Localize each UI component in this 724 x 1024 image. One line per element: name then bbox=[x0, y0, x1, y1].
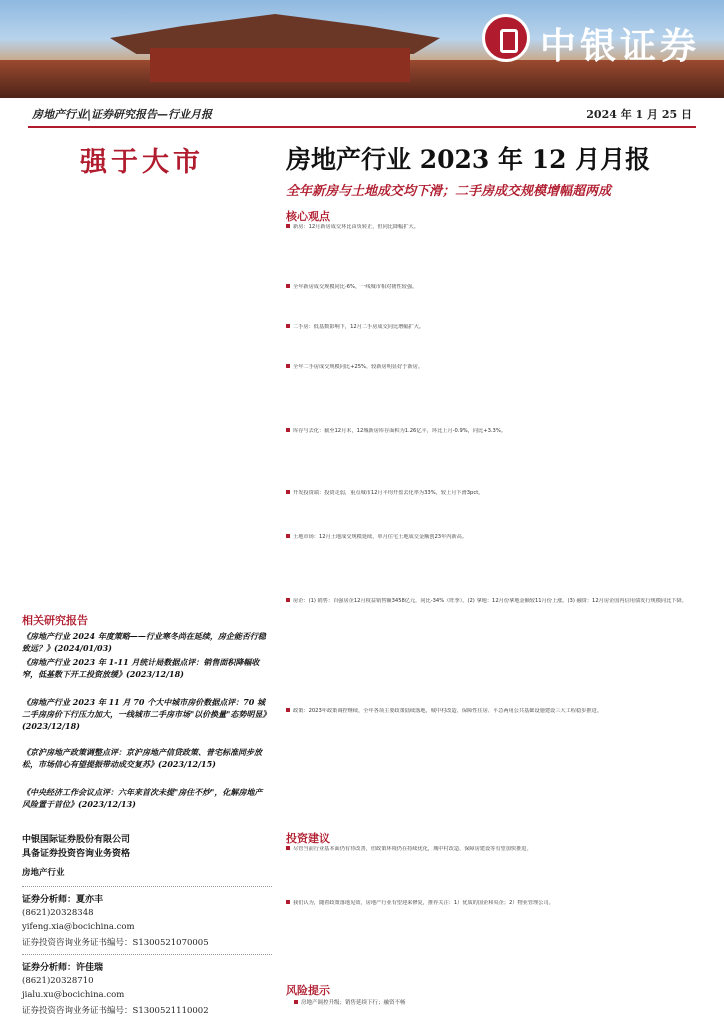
investment-text: 尽管当前行业基本面仍有待改善，但政策环境仍在持续优化，城中村改造、保障房建设等有望加快推进。 bbox=[293, 846, 532, 852]
related-report-link[interactable]: 《京沪房地产政策调整点评：京沪房地产信贷政策、普宅标准同步放松，市场信心有望提振带动成交复苏》(2023/12/15) bbox=[22, 747, 262, 769]
investment-paragraph-1 bbox=[286, 846, 700, 896]
analyst-1-phone: (8621)20328348 bbox=[22, 908, 94, 918]
investment-heading: 投资建议 bbox=[286, 832, 330, 845]
core-text: 全年二手房成交规模同比+25%，较新房明显好于新房。 bbox=[293, 364, 424, 370]
core-paragraph-3 bbox=[286, 324, 700, 360]
company-qualification: 具备证券投资咨询业务资格 bbox=[22, 849, 131, 859]
bullet-icon bbox=[286, 534, 290, 538]
core-paragraph-7 bbox=[286, 534, 700, 594]
analyst-1-email[interactable]: yifeng.xia@bocichina.com bbox=[22, 922, 135, 932]
divider bbox=[22, 954, 272, 955]
bullet-icon bbox=[294, 1000, 298, 1004]
core-paragraph-9 bbox=[286, 708, 700, 826]
risk-heading: 风险提示 bbox=[286, 984, 330, 997]
page-subtitle: 全年新房与土地成交均下滑；二手房成交规模增幅超两成 bbox=[286, 184, 612, 199]
analyst-2-name: 证券分析师：许佳瑞 bbox=[22, 963, 104, 973]
bullet-icon bbox=[286, 224, 290, 228]
bullet-icon bbox=[286, 490, 290, 494]
investment-text: 我们认为，随着政策落地见效，房地产行业有望迎来修复，推荐关注：1）优质的国企和央企；2）物业管理公司。 bbox=[293, 900, 554, 906]
core-text: 政策：2023年政策调控继续，全年各项主要政策陆续落地，城中村改造、保障性住房、平急两用公共基础设施建设三大工程稳步推进。 bbox=[293, 708, 602, 714]
related-reports-heading: 相关研究报告 bbox=[22, 614, 88, 627]
core-text: 开发投资端：投资走弱，重点城市12月平均开盘去化率为33%，较上月下滑3pct。 bbox=[293, 490, 484, 496]
core-text: 库存与去化：截至12月末，12城新房库存面积为1.26亿平，环比上月-0.9%，同比+3.3%。 bbox=[293, 428, 506, 434]
risk-text-content: 房地产调控升级；销售延续下行；融资不畅 bbox=[301, 1000, 406, 1006]
company-sector: 房地产行业 bbox=[22, 868, 65, 878]
core-text: 二手房：低基数影响下，12月二手房成交同比增幅扩大。 bbox=[293, 324, 425, 330]
analyst-1-name: 证券分析师：夏亦丰 bbox=[22, 895, 104, 905]
related-report-link[interactable]: 《房地产行业 2023 年 1-11 月统计局数据点评：销售面积降幅收窄，低基数下开工投资放缓》(2023/12/18) bbox=[22, 657, 260, 679]
header-banner-photo bbox=[0, 0, 724, 98]
bullet-icon bbox=[286, 900, 290, 904]
core-paragraph-8 bbox=[286, 598, 700, 698]
rating-label: 强于大市 bbox=[80, 147, 204, 178]
analyst-1-license: 证券投资咨询业务证书编号：S1300521070005 bbox=[22, 938, 209, 948]
report-category: 房地产行业|证券研究报告—行业月报 bbox=[32, 108, 213, 121]
core-paragraph-1 bbox=[286, 224, 700, 280]
divider bbox=[22, 886, 272, 887]
risk-text bbox=[294, 998, 406, 1006]
core-paragraph-5 bbox=[286, 428, 700, 484]
page-title: 房地产行业 2023 年 12 月月报 bbox=[286, 145, 651, 174]
bullet-icon bbox=[286, 598, 290, 602]
report-date: 2024 年 1 月 25 日 bbox=[586, 108, 692, 121]
brand-name: 中银证券 bbox=[540, 26, 701, 67]
investment-paragraph-2 bbox=[286, 900, 700, 976]
core-text: 房企：(1) 销售：百强房企12月权益销售额3458亿元，同比-34%（旺季）。(2) 拿地：12月份拿地金额较11月份上涨。(3) 融资：12月房企国内信用债发行规模同比下降。 bbox=[293, 598, 687, 604]
core-paragraph-2 bbox=[286, 284, 700, 320]
bullet-icon bbox=[286, 428, 290, 432]
report-header-bar bbox=[28, 104, 696, 128]
bullet-icon bbox=[286, 708, 290, 712]
related-report-link[interactable]: 《房地产行业 2023 年 11 月 70 个大中城市房价数据点评：70 城二手房房价下行压力加大，一线城市二手房市场"以价换量"态势明显》(2023/12/18) bbox=[22, 697, 267, 731]
bullet-icon bbox=[286, 324, 290, 328]
analyst-2-license: 证券投资咨询业务证书编号：S1300521110002 bbox=[22, 1006, 209, 1016]
core-text: 新房：12月新房成交环比由负转正，但同比降幅扩大。 bbox=[293, 224, 419, 230]
core-text: 土地市场：12月土地成交规模延续，单月住宅土地成交金额创23年内新高。 bbox=[293, 534, 468, 540]
bank-logo-icon bbox=[482, 14, 530, 62]
core-text: 全年新房成交规模同比-6%，一线城市相对韧性较强。 bbox=[293, 284, 418, 290]
bullet-icon bbox=[286, 846, 290, 850]
core-paragraph-6 bbox=[286, 490, 700, 530]
bullet-icon bbox=[286, 364, 290, 368]
palace-hall bbox=[150, 48, 410, 82]
analyst-2-email[interactable]: jialu.xu@bocichina.com bbox=[22, 990, 125, 1000]
related-report-link[interactable]: 《房地产行业 2024 年度策略——行业寒冬尚在延续，房企能否行稳致远？》(2024/01/03) bbox=[22, 631, 266, 653]
core-paragraph-4 bbox=[286, 364, 700, 424]
related-report-link[interactable]: 《中央经济工作会议点评：六年来首次未提"房住不炒"，化解房地产风险置于首位》(2023/12/13) bbox=[22, 787, 263, 809]
analyst-2-phone: (8621)20328710 bbox=[22, 976, 94, 986]
core-heading: 核心观点 bbox=[286, 210, 330, 223]
brand-logo bbox=[482, 14, 704, 66]
company-name: 中银国际证券股份有限公司 bbox=[22, 835, 131, 845]
bullet-icon bbox=[286, 284, 290, 288]
